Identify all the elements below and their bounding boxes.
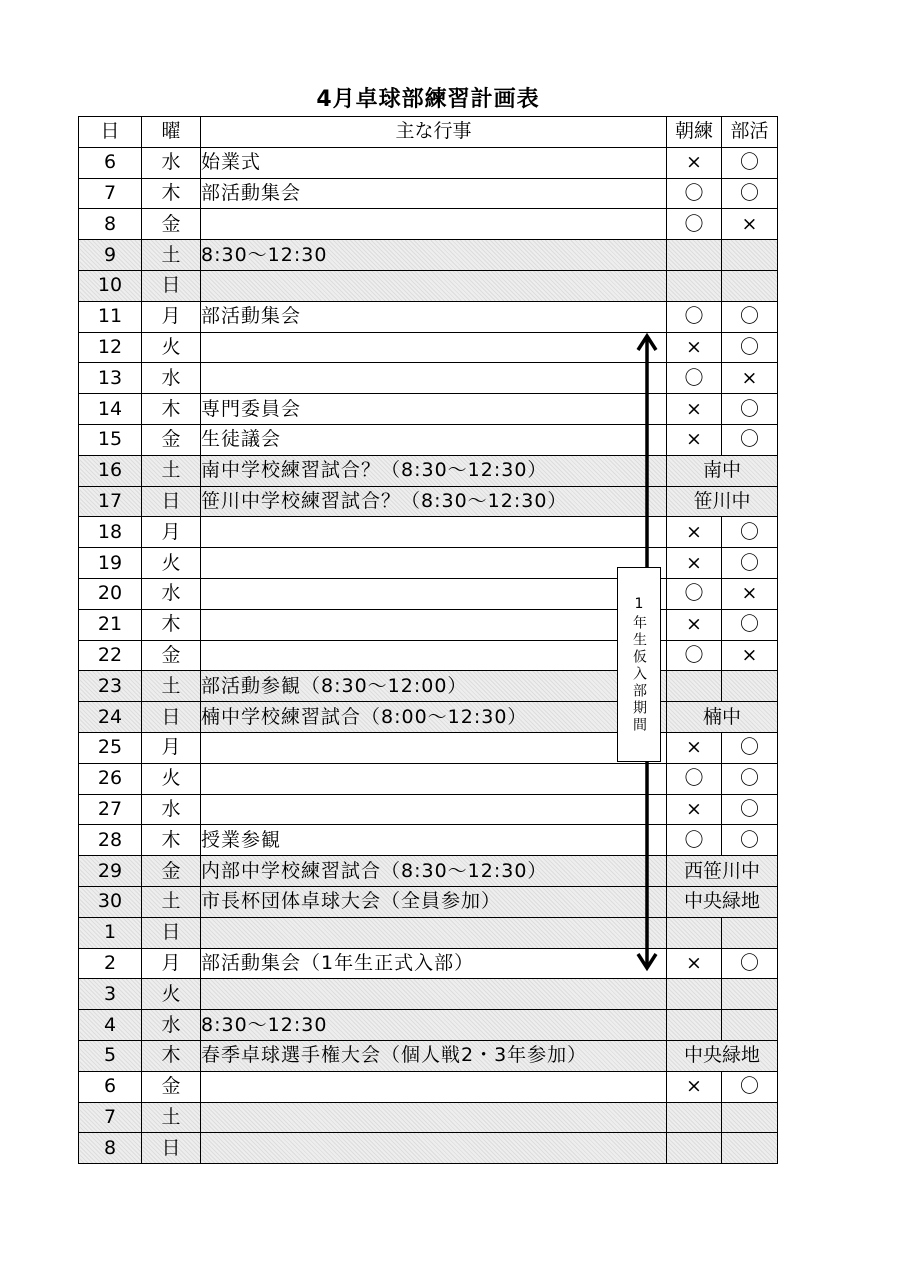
morning-practice-cell — [667, 240, 722, 271]
morning-practice-cell — [667, 671, 722, 702]
morning-practice-cell: 〇 — [667, 640, 722, 671]
weekday-cell: 月 — [142, 948, 201, 979]
weekday-cell: 木 — [142, 609, 201, 640]
schedule-row — [79, 178, 778, 209]
morning-practice-cell — [667, 1102, 722, 1133]
morning-practice-cell: 〇 — [667, 363, 722, 394]
weekday-cell: 土 — [142, 240, 201, 271]
morning-practice-cell — [667, 270, 722, 301]
club-activity-cell — [722, 240, 778, 271]
weekday-cell: 月 — [142, 301, 201, 332]
schedule-row — [79, 486, 778, 517]
weekday-cell: 金 — [142, 856, 201, 887]
schedule-row — [79, 732, 778, 763]
morning-practice-cell: × — [667, 794, 722, 825]
schedule-row — [79, 917, 778, 948]
day-cell: 28 — [79, 825, 142, 856]
club-activity-cell: 〇 — [722, 301, 778, 332]
schedule-row — [79, 1071, 778, 1102]
day-cell: 25 — [79, 732, 142, 763]
club-activity-cell: 〇 — [722, 517, 778, 548]
weekday-cell: 金 — [142, 640, 201, 671]
club-activity-cell: 〇 — [722, 394, 778, 425]
event-cell: 部活動集会 — [201, 178, 667, 209]
schedule-row — [79, 671, 778, 702]
day-cell: 10 — [79, 270, 142, 301]
weekday-cell: 金 — [142, 1071, 201, 1102]
day-cell: 24 — [79, 702, 142, 733]
weekday-cell: 金 — [142, 209, 201, 240]
day-cell: 4 — [79, 1010, 142, 1041]
weekday-cell: 土 — [142, 886, 201, 917]
event-cell — [201, 517, 667, 548]
weekday-cell: 水 — [142, 363, 201, 394]
schedule-row — [79, 209, 778, 240]
club-activity-cell: 〇 — [722, 794, 778, 825]
weekday-cell: 木 — [142, 825, 201, 856]
weekday-cell: 水 — [142, 794, 201, 825]
morning-practice-cell: 〇 — [667, 301, 722, 332]
club-activity-cell — [722, 917, 778, 948]
event-cell: 内部中学校練習試合（8:30～12:30） — [201, 856, 667, 887]
event-cell — [201, 270, 667, 301]
event-cell — [201, 979, 667, 1010]
header-weekday: 曜 — [142, 117, 201, 148]
schedule-row — [79, 1102, 778, 1133]
venue-cell: 西笹川中 — [667, 856, 778, 887]
morning-practice-cell: × — [667, 394, 722, 425]
morning-practice-cell: 〇 — [667, 763, 722, 794]
schedule-row — [79, 301, 778, 332]
schedule-row — [79, 332, 778, 363]
day-cell: 30 — [79, 886, 142, 917]
morning-practice-cell: × — [667, 332, 722, 363]
venue-cell: 楠中 — [667, 702, 778, 733]
event-cell — [201, 1071, 667, 1102]
day-cell: 3 — [79, 979, 142, 1010]
practice-schedule-table — [78, 116, 778, 1164]
club-activity-cell — [722, 1133, 778, 1164]
club-activity-cell — [722, 1010, 778, 1041]
morning-practice-cell: 〇 — [667, 578, 722, 609]
event-cell: 南中学校練習試合？（8:30～12:30） — [201, 455, 667, 486]
trial-period-label-box — [617, 567, 661, 762]
morning-practice-cell — [667, 917, 722, 948]
club-activity-cell: 〇 — [722, 332, 778, 363]
day-cell: 19 — [79, 548, 142, 579]
schedule-row — [79, 548, 778, 579]
club-activity-cell: 〇 — [722, 763, 778, 794]
event-cell — [201, 332, 667, 363]
club-activity-cell — [722, 671, 778, 702]
event-cell — [201, 209, 667, 240]
weekday-cell: 日 — [142, 486, 201, 517]
weekday-cell: 月 — [142, 517, 201, 548]
event-cell: 8:30～12:30 — [201, 240, 667, 271]
weekday-cell: 火 — [142, 979, 201, 1010]
event-cell: 笹川中学校練習試合？（8:30～12:30） — [201, 486, 667, 517]
weekday-cell: 火 — [142, 763, 201, 794]
event-cell — [201, 763, 667, 794]
weekday-cell: 日 — [142, 270, 201, 301]
club-activity-cell: 〇 — [722, 609, 778, 640]
schedule-row — [79, 394, 778, 425]
day-cell: 12 — [79, 332, 142, 363]
club-activity-cell — [722, 270, 778, 301]
header-day: 日 — [79, 117, 142, 148]
day-cell: 8 — [79, 209, 142, 240]
morning-practice-cell: × — [667, 147, 722, 178]
day-cell: 15 — [79, 424, 142, 455]
event-cell: 生徒議会 — [201, 424, 667, 455]
header-events: 主な行事 — [201, 117, 667, 148]
schedule-row — [79, 948, 778, 979]
day-cell: 6 — [79, 147, 142, 178]
weekday-cell: 水 — [142, 578, 201, 609]
schedule-row — [79, 363, 778, 394]
morning-practice-cell: 〇 — [667, 825, 722, 856]
morning-practice-cell — [667, 1133, 722, 1164]
morning-practice-cell: × — [667, 548, 722, 579]
weekday-cell: 水 — [142, 1010, 201, 1041]
event-cell: 部活動参観（8:30～12:00） — [201, 671, 667, 702]
club-activity-cell: × — [722, 209, 778, 240]
event-cell — [201, 578, 667, 609]
schedule-row — [79, 578, 778, 609]
schedule-row — [79, 270, 778, 301]
venue-cell: 中央緑地 — [667, 886, 778, 917]
schedule-row — [79, 825, 778, 856]
schedule-row — [79, 1010, 778, 1041]
morning-practice-cell: × — [667, 948, 722, 979]
weekday-cell: 木 — [142, 394, 201, 425]
schedule-row — [79, 147, 778, 178]
schedule-row — [79, 609, 778, 640]
event-cell — [201, 548, 667, 579]
day-cell: 26 — [79, 763, 142, 794]
schedule-row — [79, 763, 778, 794]
event-cell — [201, 1133, 667, 1164]
event-cell: 部活動集会 — [201, 301, 667, 332]
day-cell: 18 — [79, 517, 142, 548]
schedule-row — [79, 455, 778, 486]
event-cell: 市長杯団体卓球大会（全員参加） — [201, 886, 667, 917]
club-activity-cell: × — [722, 640, 778, 671]
event-cell: 楠中学校練習試合（8:00～12:30） — [201, 702, 667, 733]
club-activity-cell: 〇 — [722, 825, 778, 856]
event-cell — [201, 640, 667, 671]
event-cell: 部活動集会（1年生正式入部） — [201, 948, 667, 979]
schedule-row — [79, 794, 778, 825]
header-club-activity: 部活 — [722, 117, 778, 148]
weekday-cell: 火 — [142, 548, 201, 579]
morning-practice-cell: × — [667, 609, 722, 640]
day-cell: 23 — [79, 671, 142, 702]
schedule-row — [79, 240, 778, 271]
day-cell: 11 — [79, 301, 142, 332]
day-cell: 27 — [79, 794, 142, 825]
weekday-cell: 日 — [142, 1133, 201, 1164]
club-activity-cell: 〇 — [722, 178, 778, 209]
schedule-row — [79, 424, 778, 455]
schedule-row — [79, 1133, 778, 1164]
page-title: 4月卓球部練習計画表 — [316, 87, 540, 112]
weekday-cell: 金 — [142, 424, 201, 455]
event-cell — [201, 609, 667, 640]
day-cell: 7 — [79, 1102, 142, 1133]
day-cell: 16 — [79, 455, 142, 486]
weekday-cell: 土 — [142, 1102, 201, 1133]
weekday-cell: 木 — [142, 1040, 201, 1071]
event-cell — [201, 917, 667, 948]
schedule-row — [79, 702, 778, 733]
venue-cell: 南中 — [667, 455, 778, 486]
weekday-cell: 火 — [142, 332, 201, 363]
day-cell: 5 — [79, 1040, 142, 1071]
venue-cell: 笹川中 — [667, 486, 778, 517]
morning-practice-cell: 〇 — [667, 178, 722, 209]
club-activity-cell — [722, 979, 778, 1010]
schedule-row — [79, 856, 778, 887]
morning-practice-cell: 〇 — [667, 209, 722, 240]
day-cell: 21 — [79, 609, 142, 640]
event-cell: 授業参観 — [201, 825, 667, 856]
day-cell: 8 — [79, 1133, 142, 1164]
club-activity-cell: 〇 — [722, 1071, 778, 1102]
event-cell: 8:30～12:30 — [201, 1010, 667, 1041]
club-activity-cell: 〇 — [722, 948, 778, 979]
trial-period-label: 1年生仮入部期間 — [631, 595, 647, 734]
day-cell: 2 — [79, 948, 142, 979]
day-cell: 6 — [79, 1071, 142, 1102]
header-morning-practice: 朝練 — [667, 117, 722, 148]
club-activity-cell: × — [722, 363, 778, 394]
weekday-cell: 日 — [142, 702, 201, 733]
schedule-row — [79, 1040, 778, 1071]
weekday-cell: 土 — [142, 455, 201, 486]
event-cell: 春季卓球選手権大会（個人戦2・3年参加） — [201, 1040, 667, 1071]
venue-cell: 中央緑地 — [667, 1040, 778, 1071]
day-cell: 29 — [79, 856, 142, 887]
day-cell: 1 — [79, 917, 142, 948]
morning-practice-cell: × — [667, 1071, 722, 1102]
morning-practice-cell: × — [667, 732, 722, 763]
day-cell: 13 — [79, 363, 142, 394]
weekday-cell: 月 — [142, 732, 201, 763]
weekday-cell: 水 — [142, 147, 201, 178]
club-activity-cell: 〇 — [722, 424, 778, 455]
morning-practice-cell — [667, 979, 722, 1010]
event-cell: 専門委員会 — [201, 394, 667, 425]
header-row — [79, 117, 778, 148]
morning-practice-cell: × — [667, 517, 722, 548]
event-cell — [201, 732, 667, 763]
weekday-cell: 土 — [142, 671, 201, 702]
club-activity-cell: 〇 — [722, 732, 778, 763]
weekday-cell: 日 — [142, 917, 201, 948]
club-activity-cell: 〇 — [722, 548, 778, 579]
schedule-row — [79, 979, 778, 1010]
day-cell: 17 — [79, 486, 142, 517]
club-activity-cell: 〇 — [722, 147, 778, 178]
event-cell — [201, 363, 667, 394]
event-cell: 始業式 — [201, 147, 667, 178]
day-cell: 22 — [79, 640, 142, 671]
club-activity-cell — [722, 1102, 778, 1133]
morning-practice-cell: × — [667, 424, 722, 455]
morning-practice-cell — [667, 1010, 722, 1041]
schedule-row — [79, 886, 778, 917]
day-cell: 20 — [79, 578, 142, 609]
day-cell: 14 — [79, 394, 142, 425]
club-activity-cell: × — [722, 578, 778, 609]
weekday-cell: 木 — [142, 178, 201, 209]
schedule-row — [79, 517, 778, 548]
event-cell — [201, 794, 667, 825]
schedule-row — [79, 640, 778, 671]
day-cell: 9 — [79, 240, 142, 271]
day-cell: 7 — [79, 178, 142, 209]
event-cell — [201, 1102, 667, 1133]
